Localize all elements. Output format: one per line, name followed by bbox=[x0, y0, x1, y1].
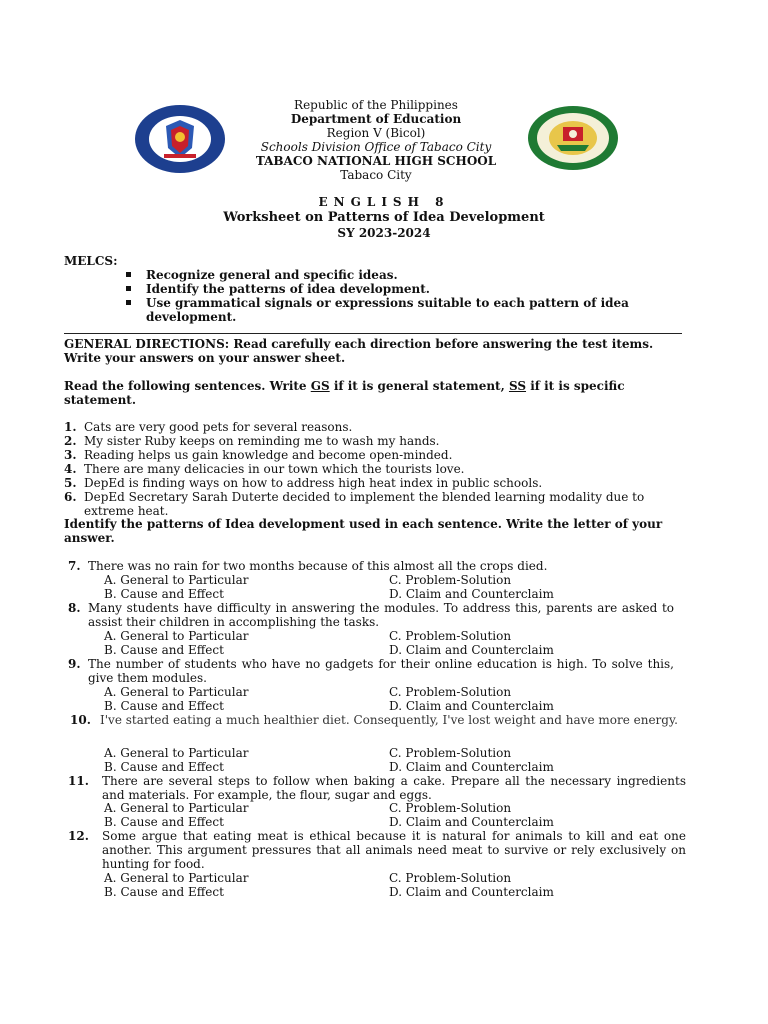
choice-d: D. Claim and Counterclaim bbox=[389, 885, 554, 899]
choice-a: A. General to Particular bbox=[104, 871, 249, 885]
melc-text: Identify the patterns of idea development. bbox=[146, 282, 430, 296]
school-year: SY 2023-2024 bbox=[337, 226, 431, 240]
choice-a: A. General to Particular bbox=[104, 685, 249, 699]
choice-b: B. Cause and Effect bbox=[104, 815, 224, 829]
choice-d: D. Claim and Counterclaim bbox=[389, 587, 554, 601]
worksheet-page: Republic of the Philippines Department of Education Region V (Bicol) Schools Division Office of Tabaco City TABACO NATIONAL HIGH SCHOOL Tabaco City ENGLISH 8 Worksheet on Patterns of Idea Development SY 2023-2024 MELCS: Recognize general and specific ideas. Identify the patterns of idea development. Use grammatical signals or expressions suitable to each pattern of idea development. GENERAL DIRECTIONS: Read carefully each direction before answering the test items. Write your answers on your answer sheet. Read the following sentences. Write GS if it is general statement, SS if it is specific statement. 1. Cats are very good pets for several reasons. 2. My sister Ruby keeps on reminding me to wash my hands. 3. Reading helps us gain knowledge and become open-minded. 4. There are many delicacies in our town which the tourists love. 5. DepEd is finding ways on how to address high heat index in public schools. 6. DepEd Secretary Sarah Duterte decided to implement the blended learning modality due to extreme heat. Identify the patterns of Idea development used in each sentence. Write the letter of your answer. 7. There was no rain for two months because of this almost all the crops died. A. General to Particular C. Problem-Solution B. Cause and Effect D. Claim and Counterclaim 8. Many students have difficulty in answering the modules. To address this, parents are asked to assist their children in accomplishing the tasks. A. General to Particular C. Problem-Solution B. Cause and Effect D. Claim and Counterclaim 9. The number of students who have no gadgets for their online education is high. To solve this, give them modules. A. General to Particular C. Problem-Solution B. Cause and Effect D. Claim and Counterclaim 10. I've started eating a much healthier diet. Consequently, I've lost weight and have more energy. A. General to Particular C. Problem-Solution B. Cause and Effect D. Claim and Counterclaim 11. There are several steps to follow when baking a cake. Prepare all the necessary ingredients and materials. For example, the flour, sugar and eggs. A. General to Particular C. Problem-Solution B. Cause and Effect D. Claim and Counterclaim 12. Some argue that eating meat is ethical because it is natural for animals to kill and eat one another. This argument pressures that all animals need meat to survive or rely exclusively on hunting for food. A. General to Particular C. Problem-Solution B. Cause and Effect D. Claim and Counterclaim bbox=[0, 0, 768, 1024]
choice-a: A. General to Particular bbox=[104, 573, 249, 587]
choice-b: B. Cause and Effect bbox=[104, 643, 224, 657]
melc-text: Recognize general and specific ideas. bbox=[146, 268, 398, 282]
choice-c: C. Problem-Solution bbox=[389, 685, 512, 699]
choice-b: B. Cause and Effect bbox=[104, 587, 224, 601]
choice-b: B. Cause and Effect bbox=[104, 699, 224, 713]
header-republic: Republic of the Philippines bbox=[294, 98, 458, 112]
subject-title: ENGLISH 8 bbox=[318, 195, 450, 209]
choice-a: A. General to Particular bbox=[104, 801, 249, 815]
choice-c: C. Problem-Solution bbox=[389, 573, 512, 587]
choice-c: C. Problem-Solution bbox=[389, 871, 512, 885]
header-region: Region V (Bicol) bbox=[326, 126, 426, 140]
melc-text: Use grammatical signals or expressions suitable to each pattern of idea development. bbox=[146, 296, 629, 324]
choice-d: D. Claim and Counterclaim bbox=[389, 815, 554, 829]
worksheet-title: Worksheet on Patterns of Idea Development bbox=[223, 210, 545, 225]
choice-b: B. Cause and Effect bbox=[104, 760, 224, 774]
part1-directions: Read the following sentences. Write GS if it is general statement, SS if it is specific statement. bbox=[64, 379, 625, 407]
header-division: Schools Division Office of Tabaco City bbox=[260, 140, 492, 154]
bullet-square-icon bbox=[126, 300, 131, 305]
choice-d: D. Claim and Counterclaim bbox=[389, 760, 554, 774]
header-department: Department of Education bbox=[290, 112, 462, 126]
melcs-label: MELCS: bbox=[64, 254, 118, 268]
header-city: Tabaco City bbox=[340, 168, 412, 182]
header-school: TABACO NATIONAL HIGH SCHOOL bbox=[255, 154, 497, 168]
choice-d: D. Claim and Counterclaim bbox=[389, 643, 554, 657]
choice-b: B. Cause and Effect bbox=[104, 885, 224, 899]
choice-a: A. General to Particular bbox=[104, 746, 249, 760]
divider bbox=[64, 333, 682, 334]
choice-c: C. Problem-Solution bbox=[389, 801, 512, 815]
choice-c: C. Problem-Solution bbox=[389, 629, 512, 643]
bullet-square-icon bbox=[126, 272, 131, 277]
choice-a: A. General to Particular bbox=[104, 629, 249, 643]
choice-d: D. Claim and Counterclaim bbox=[389, 699, 554, 713]
bullet-square-icon bbox=[126, 286, 131, 291]
general-directions: GENERAL DIRECTIONS: Read carefully each direction before answering the test items. Write your answers on your answer sheet. bbox=[64, 337, 654, 365]
choice-c: C. Problem-Solution bbox=[389, 746, 512, 760]
part2-directions: Identify the patterns of Idea development used in each sentence. Write the letter of your answer. bbox=[64, 517, 663, 545]
